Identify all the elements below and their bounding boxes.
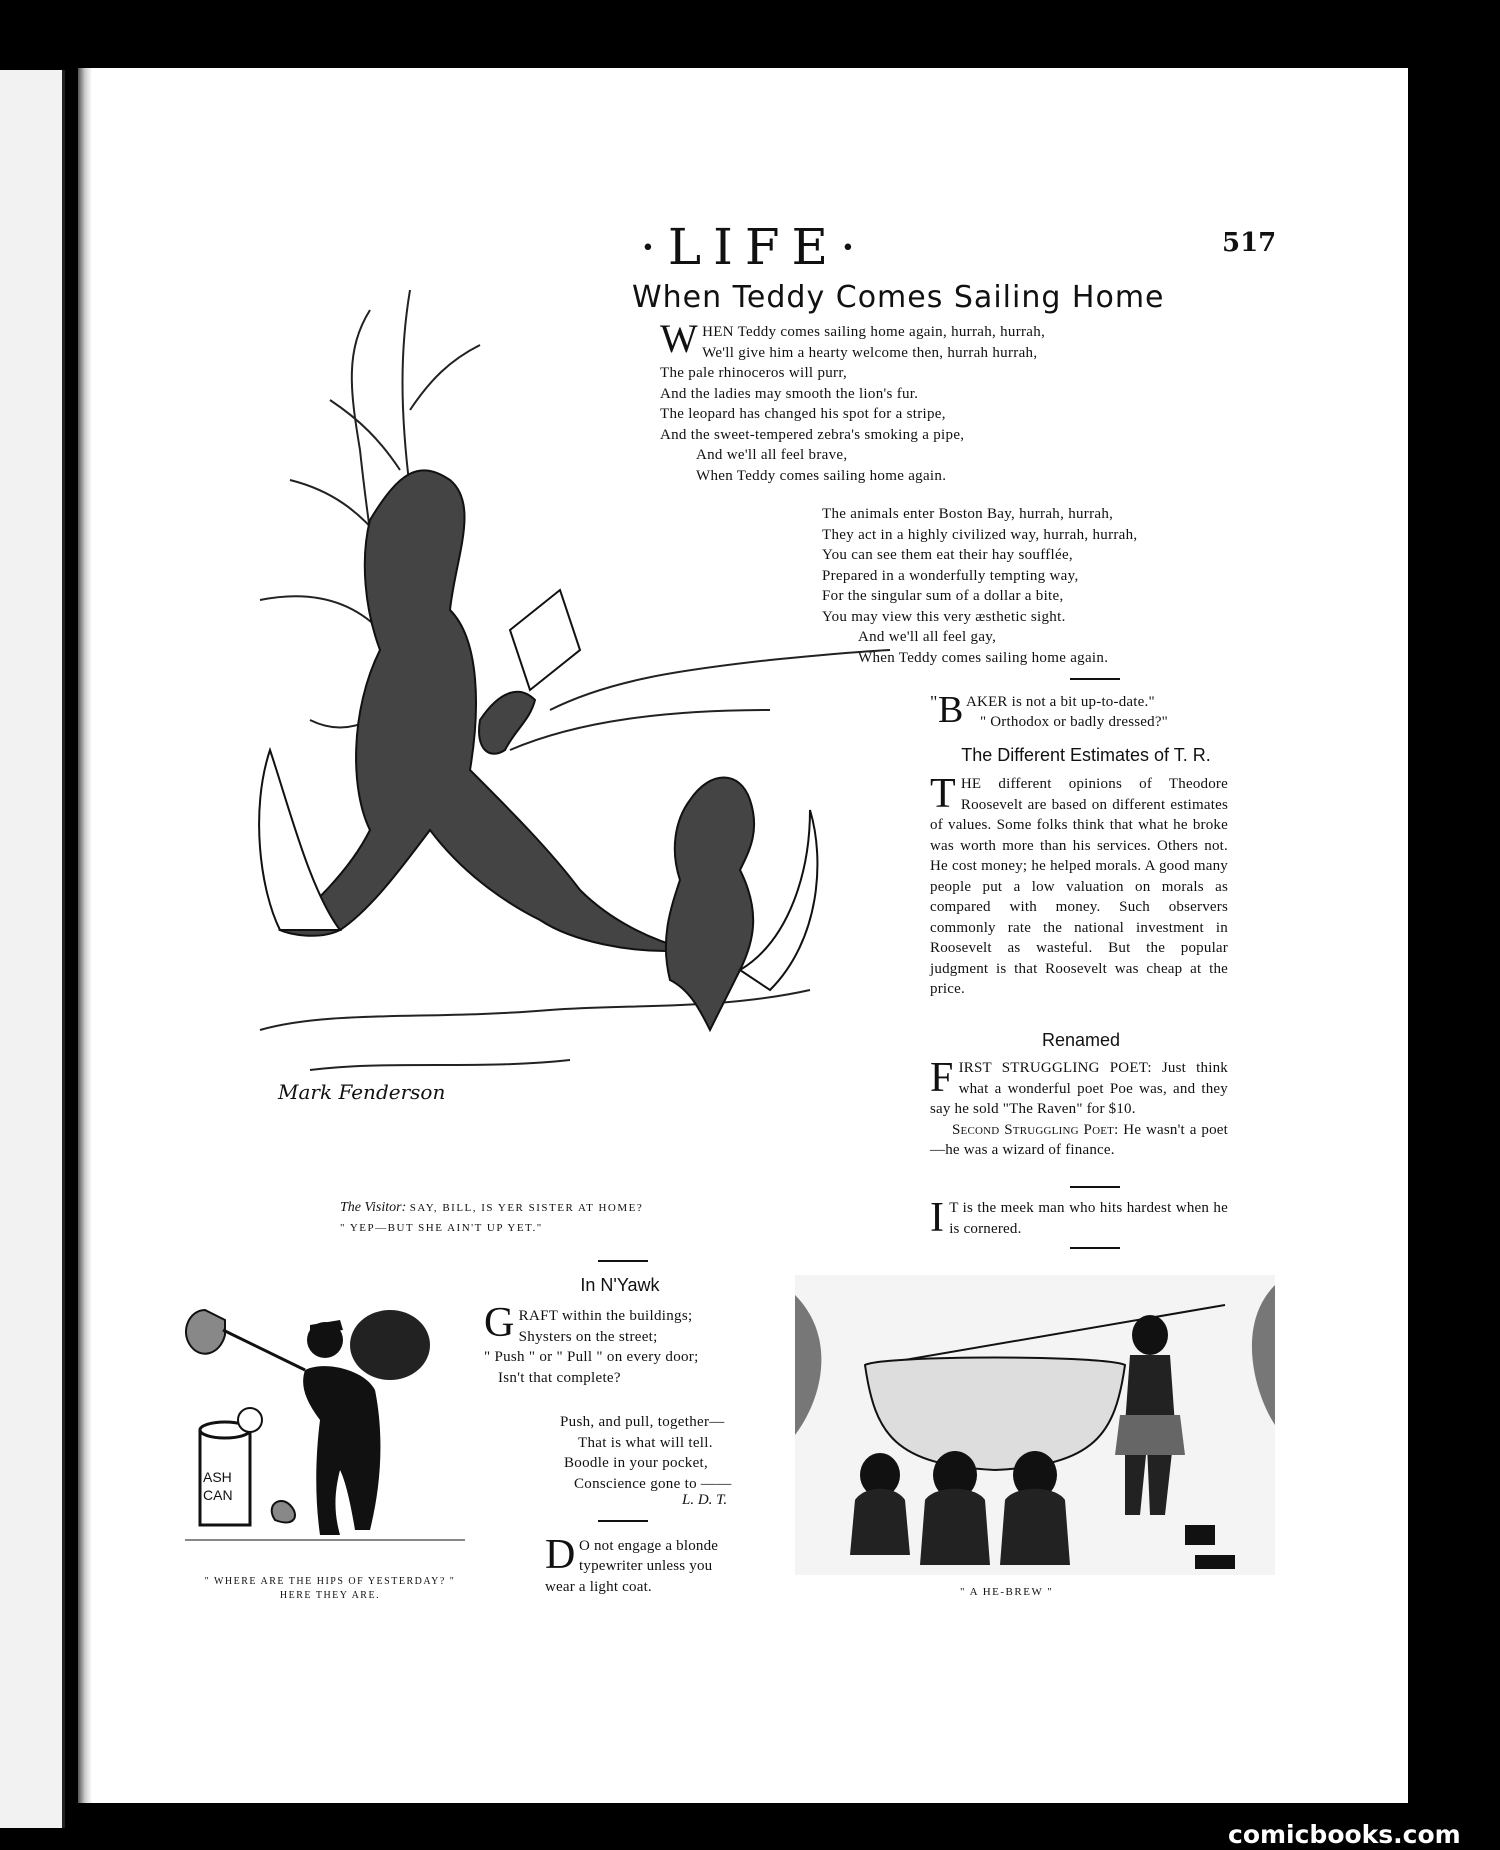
poem-line: Push, and pull, together— [560,1414,725,1430]
poem-line: Boodle in your pocket, [564,1455,709,1471]
ashcan-caption: " WHERE ARE THE HIPS OF YESTERDAY? " HERE THEY ARE. [204,1576,456,1601]
ashcan-illustration [165,1290,495,1560]
newspaper [510,590,580,690]
divider [598,1520,648,1522]
divider [1070,1247,1120,1249]
poem-line: You may view this very æsthetic sight. [822,608,1066,625]
poem-line: And we'll all feel brave, [696,447,848,463]
nyawk-stanza-2 [560,1412,820,1494]
page-number: 517 [1222,228,1277,258]
poem-line: When Teddy comes sailing home again. [858,649,1109,666]
renamed-text: FIRST STRUGGLING POET: Just think what a wonderful poet Poe was, and they say he sold "The Raven" for $10. Second Struggling Poet: He wasn't a poet—he was a wizard of finance. [930,1055,1228,1158]
blonde-joke: D O not engage a blonde typewriter unless you wear a light coat. [545,1532,719,1595]
watermark: comicbooks.com [1228,1820,1461,1849]
hebrew-illustration [795,1275,1275,1595]
poem-line: The animals enter Boston Bay, hurrah, hurrah, [822,506,1114,522]
poem-line: " Push " or " Pull " on every door; [484,1349,699,1365]
poem-line: HEN Teddy comes sailing home again, hurrah, hurrah, [702,324,1046,340]
mother-kangaroo [280,470,690,951]
poem-line: Conscience gone to —— [574,1475,732,1492]
hebrew-caption: " A HE-BREW " [960,1586,1054,1598]
nyawk-signature: L. D. T. [682,1492,728,1508]
poem-line: The leopard has changed his spot for a stripe, [660,406,946,422]
open-quote: " [930,692,938,712]
divider [598,1260,648,1262]
visitor-kangaroo [666,778,754,1031]
dropcap-d: D [545,1532,576,1578]
estimates-title: The Different Estimates of T. R. [961,745,1211,765]
divider [1070,678,1120,680]
kangaroo-caption: The Visitor: SAY, BILL, IS YER SISTER AT HOME? " YEP—BUT SHE AIN'T UP YET." [340,1200,644,1234]
poem-line: We'll give him a hearty welcome then, hurrah hurrah, [702,344,1038,361]
poem-line: You can see them eat their hay soufflée, [822,547,1073,563]
poem-title: When Teddy Comes Sailing Home [632,280,1165,315]
poem-line: For the singular sum of a dollar a bite, [822,588,1064,604]
divider [1070,1186,1120,1188]
poem-line: RAFT within the buildings; [518,1308,693,1324]
poem-line: And we'll all feel gay, [858,629,997,645]
dropcap-t: T [930,771,956,817]
artist-signature: Mark Fenderson [278,1080,446,1104]
poem-line: Isn't that complete? [498,1369,621,1386]
nyawk-stanza-1 [484,1300,784,1388]
baker-joke [930,689,1240,736]
baker-line-1: AKER is not a bit up-to-date." [966,694,1155,710]
masthead: ·LIFE· [640,218,868,276]
nyawk-title: In N'Yawk [580,1275,660,1295]
dropcap-g: G [484,1300,515,1346]
dropcap-f: F [930,1055,954,1101]
estimates-text: THE different opinions of Theodore Roosevelt are based on different estimates of values. Some folks think that what he broke was worth more than his services. Others not. He cost money; he helped morals. A good many people put a low valuation on morals as compared with money. Such observers commonly rate the national investment in Roosevelt as wasteful. But the popular judgment is that Roosevelt was cheap at the price. [930,771,1228,997]
dropcap-w: W [660,316,699,361]
page-spine-shadow [78,68,92,1803]
poem-line: Prepared in a wonderfully tempting way, [822,567,1079,584]
baker-line-2: " Orthodox or badly dressed?" [980,714,1169,730]
renamed-title: Renamed [1041,1030,1121,1050]
poem-line: Shysters on the street; [518,1328,658,1345]
poem-line: They act in a highly civilized way, hurrah, hurrah, [822,526,1138,543]
previous-page-edge [0,70,65,1828]
poem-line: And the ladies may smooth the lion's fur. [660,385,919,402]
poem-line: And the sweet-tempered zebra's smoking a pipe, [660,426,965,443]
dropcap-b: B [938,689,964,731]
ashcan-label: ASH CAN [203,1469,233,1503]
kangaroo-illustration [250,290,910,1130]
poem-line: That is what will tell. [578,1434,713,1451]
poem-line: When Teddy comes sailing home again. [696,467,947,484]
poem-line: The pale rhinoceros will purr, [660,365,848,381]
dropcap-i: I [930,1195,945,1241]
meek-text: I T is the meek man who hits hardest when he is cornered. [930,1195,1228,1241]
